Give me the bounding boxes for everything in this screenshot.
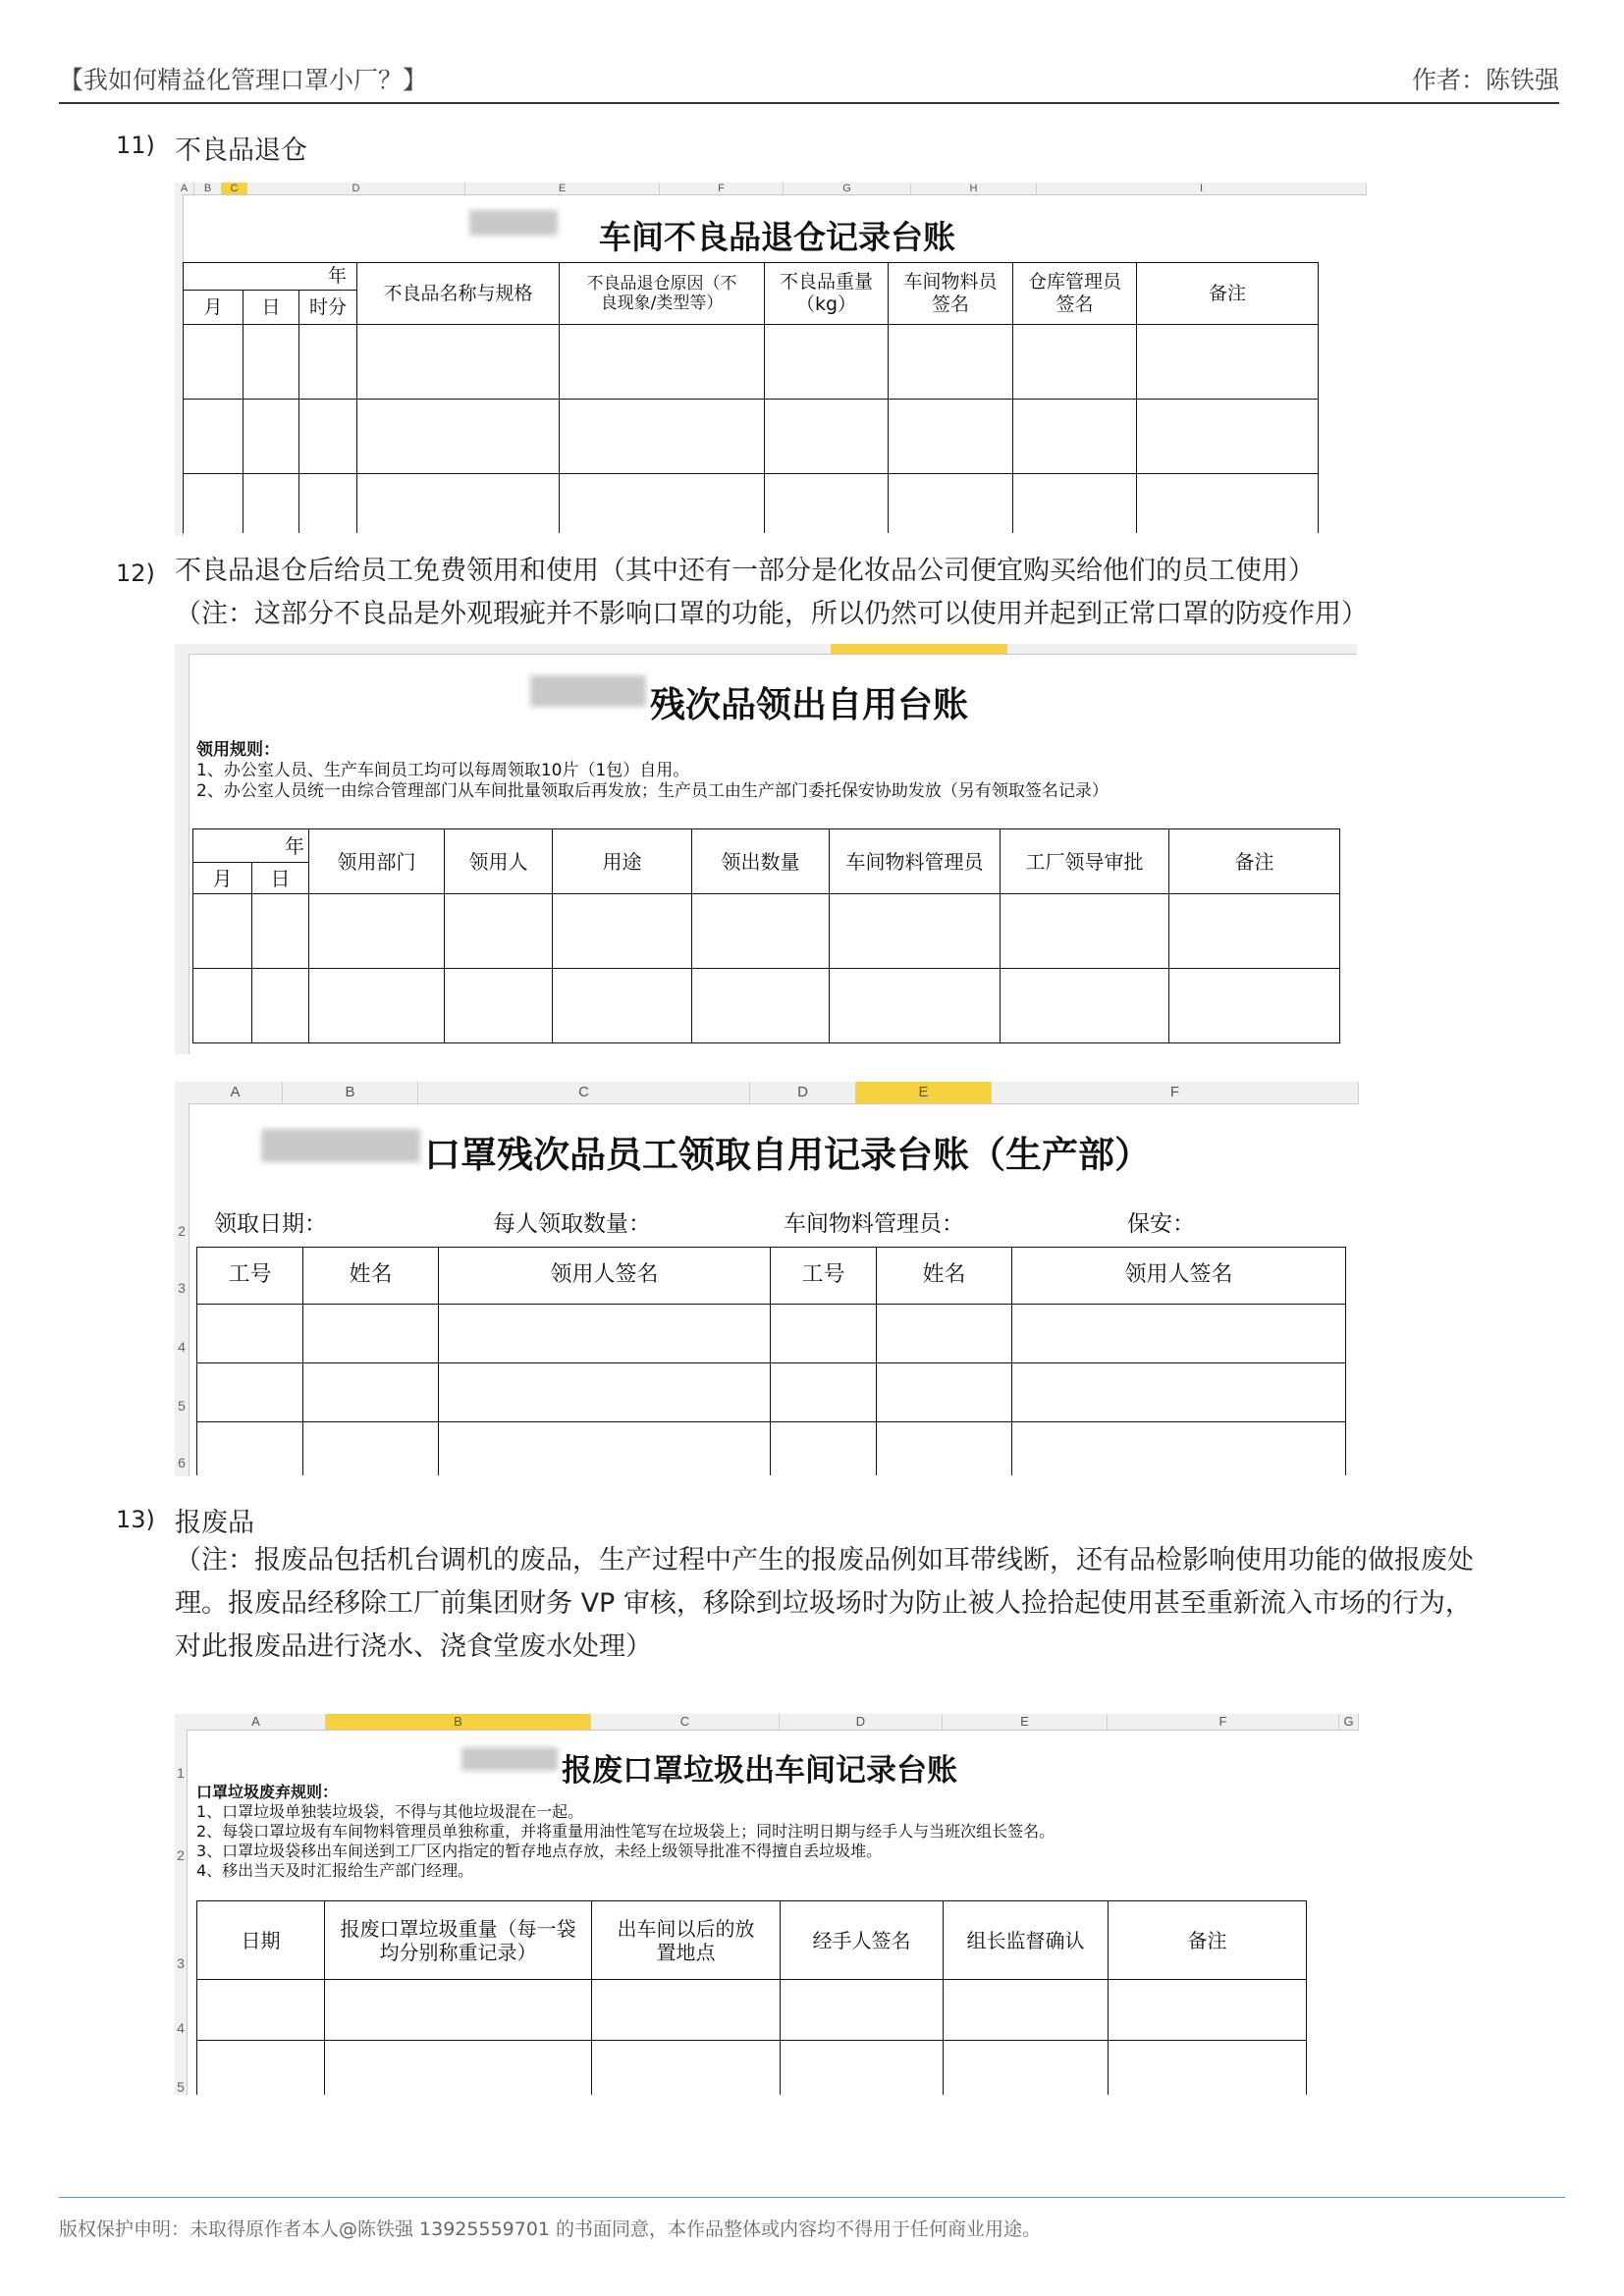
scrap-disposal-table: [196, 1900, 1307, 2095]
table-row: [193, 969, 1340, 1043]
column-header: D: [750, 1082, 856, 1103]
row-header-bar: [175, 1103, 189, 1476]
header-day: 日: [252, 863, 309, 894]
header-leader-approval: 工厂领导审批: [1001, 829, 1169, 894]
header-warehouse-signature: 仓库管理员签名: [1013, 263, 1137, 325]
header-month: 月: [184, 291, 244, 325]
column-header: C: [591, 1714, 780, 1730]
employee-pickup-table: [196, 1247, 1346, 1475]
sheet-2-screenshot: [175, 644, 1357, 1054]
footer-divider: [59, 2197, 1565, 2198]
row-header: 5: [177, 2079, 185, 2095]
header-item-name: 不良品名称与规格: [357, 263, 560, 325]
section-13-number: 13): [116, 1506, 155, 1533]
header-divider: [59, 102, 1559, 104]
meta-date: 领取日期：: [214, 1211, 327, 1237]
column-header: E: [943, 1714, 1108, 1730]
section-13-note-line-3: 对此报废品进行浇水、浇食堂废水处理）: [175, 1631, 652, 1662]
meta-material-manager: 车间物料管理员：: [784, 1211, 964, 1237]
section-13-note-line-1: （注：报废品包括机台调机的废品，生产过程中产生的报废品例如耳带线断，还有品检影响使用功能的做报废处: [175, 1545, 1474, 1575]
header-year: 年: [184, 263, 357, 291]
column-header: E: [465, 183, 660, 194]
author-label: 作者：陈铁强: [1411, 66, 1559, 94]
header-date: 日期: [197, 1901, 325, 1980]
self-use-table: [192, 828, 1340, 1043]
copyright-notice: 版权保护申明：未取得原作者本人@陈铁强 13925559701 的书面同意，本作品整体或内容均不得用于任何商业用途。: [59, 2218, 1042, 2240]
column-header-selected: [831, 644, 1007, 654]
column-header: F: [660, 183, 784, 194]
row-header: 2: [178, 1223, 186, 1239]
table-row: [197, 1422, 1346, 1475]
document-title: 【我如何精益化管理口罩小厂？】: [59, 66, 428, 94]
rule-2: 2、每袋口罩垃圾有车间物料管理员单独称重，并将重量用油性笔写在垃圾袋上；同时注明日期与经手人与当班次组长签名。: [196, 1822, 1056, 1841]
section-12-title: 不良品退仓后给员工免费领用和使用（其中还有一部分是化妆品公司便宜购买给他们的员工使用）: [175, 556, 1315, 586]
usage-rules: [196, 740, 1109, 802]
table-row: [184, 325, 1319, 400]
column-header: B: [194, 183, 222, 194]
header-weight: 不良品重量（kg）: [765, 263, 889, 325]
defect-return-table: [183, 262, 1319, 533]
section-13-note-line-2: 理。报废品经移除工厂前集团财务 VP 审核，移除到垃圾场时为防止被人捡拾起使用甚至重新流入市场的行为，: [175, 1588, 1472, 1619]
column-header: D: [780, 1714, 943, 1730]
column-header: A: [187, 1714, 326, 1730]
table-row: [197, 2041, 1307, 2096]
header-day: 日: [244, 291, 299, 325]
row-header-bar: [175, 1730, 188, 2095]
row-header: 2: [177, 1847, 185, 1863]
redacted-company-name: [261, 1129, 420, 1162]
column-header: G: [784, 183, 911, 194]
table-row: [193, 894, 1340, 969]
header-purpose: 用途: [553, 829, 692, 894]
sheet-2-title: 残次品领出自用台账: [650, 685, 969, 725]
sheet-1-screenshot: [175, 183, 1367, 536]
row-header: 1: [177, 1765, 185, 1781]
section-13-title: 报废品: [175, 1508, 254, 1538]
column-header: F: [1108, 1714, 1339, 1730]
table-row: [184, 400, 1319, 474]
column-header: B: [283, 1082, 418, 1103]
column-header: D: [247, 183, 465, 194]
header-month: 月: [193, 863, 252, 894]
column-header-bar: [175, 1082, 1359, 1104]
meta-quantity: 每人领取数量：: [493, 1211, 651, 1237]
rules-heading: 口罩垃圾废弃规则：: [196, 1783, 339, 1801]
header-recipient: 领用人: [445, 829, 553, 894]
rules-heading: 领用规则：: [196, 740, 280, 760]
column-header-bar: [175, 183, 1367, 195]
header-return-reason: 不良品退仓原因（不良现象/类型等）: [560, 263, 765, 325]
header-notes: 备注: [1109, 1901, 1307, 1980]
column-header: C: [222, 183, 247, 194]
redacted-company-name: [530, 675, 646, 707]
rule-1: 1、办公室人员、生产车间员工均可以每周领取10片（1包）自用。: [196, 761, 690, 780]
rule-1: 1、口罩垃圾单独装垃圾袋，不得与其他垃圾混在一起。: [196, 1802, 584, 1821]
table-row: [197, 1363, 1346, 1422]
section-11-title: 不良品退仓: [175, 135, 307, 166]
redacted-company-name: [461, 1747, 558, 1771]
column-header: E: [856, 1082, 992, 1103]
rule-3: 3、口罩垃圾袋移出车间送到工厂区内指定的暂存地点存放，未经上级领导批准不得擅自丢垃圾堆。: [196, 1842, 883, 1860]
sheet-3-screenshot: [175, 1082, 1359, 1476]
header-employee-id: 工号: [197, 1248, 303, 1305]
table-row: [197, 1305, 1346, 1363]
header-time: 时分: [299, 291, 357, 325]
section-11-number: 11): [116, 132, 155, 159]
header-employee-id: 工号: [771, 1248, 877, 1305]
row-header: 3: [178, 1280, 186, 1296]
column-header: C: [418, 1082, 750, 1103]
column-header: H: [911, 183, 1037, 194]
table-row: [184, 474, 1319, 533]
column-header-bar: [175, 1714, 1359, 1731]
header-year: 年: [193, 829, 309, 863]
sheet-4-screenshot: [175, 1714, 1359, 2095]
column-header: B: [326, 1714, 591, 1730]
header-name: 姓名: [303, 1248, 439, 1305]
sheet-3-title: 口罩残次品员工领取自用记录台账（生产部）: [424, 1134, 1151, 1176]
sheet-1-title: 车间不良品退仓记录台账: [599, 218, 955, 256]
sheet-4-title: 报废口罩垃圾出车间记录台账: [562, 1753, 957, 1789]
rule-4: 4、移出当天及时汇报给生产部门经理。: [196, 1861, 474, 1880]
column-header: A: [175, 183, 194, 194]
header-department: 领用部门: [309, 829, 445, 894]
header-notes: 备注: [1137, 263, 1319, 325]
meta-guard: 保安：: [1127, 1211, 1195, 1237]
row-header: 4: [177, 2020, 185, 2036]
column-header-bar: [175, 644, 1357, 655]
header-storage-location: 出车间以后的放置地点: [592, 1901, 781, 1980]
row-header: 5: [178, 1398, 186, 1414]
header-workshop-signature: 车间物料员签名: [889, 263, 1013, 325]
column-header: A: [189, 1082, 283, 1103]
header-material-manager: 车间物料管理员: [830, 829, 1001, 894]
header-handler-signature: 经手人签名: [781, 1901, 944, 1980]
rule-2: 2、办公室人员统一由综合管理部门从车间批量领取后再发放；生产员工由生产部门委托保安协助发放（另有领取签名记录）: [196, 781, 1109, 801]
row-header: 4: [178, 1339, 186, 1355]
header-signature: 领用人签名: [1012, 1248, 1346, 1305]
disposal-rules: [196, 1783, 1055, 1881]
table-row: [197, 1980, 1307, 2041]
header-scrap-weight: 报废口罩垃圾重量（每一袋均分别称重记录）: [325, 1901, 592, 1980]
column-header: I: [1037, 183, 1367, 194]
section-12-number: 12): [116, 560, 155, 587]
section-12-note: （注：这部分不良品是外观瑕疵并不影响口罩的功能，所以仍然可以使用并起到正常口罩的防疫作用）: [175, 599, 1368, 629]
row-header: 3: [177, 1955, 185, 1971]
redacted-company-name: [469, 210, 558, 236]
row-header: 6: [178, 1455, 186, 1470]
column-header: G: [1339, 1714, 1359, 1730]
header-signature: 领用人签名: [439, 1248, 771, 1305]
column-header: F: [992, 1082, 1359, 1103]
header-leader-confirmation: 组长监督确认: [944, 1901, 1109, 1980]
header-name: 姓名: [877, 1248, 1012, 1305]
header-notes: 备注: [1169, 829, 1340, 894]
header-quantity: 领出数量: [692, 829, 830, 894]
row-header-bar: [175, 654, 189, 1054]
